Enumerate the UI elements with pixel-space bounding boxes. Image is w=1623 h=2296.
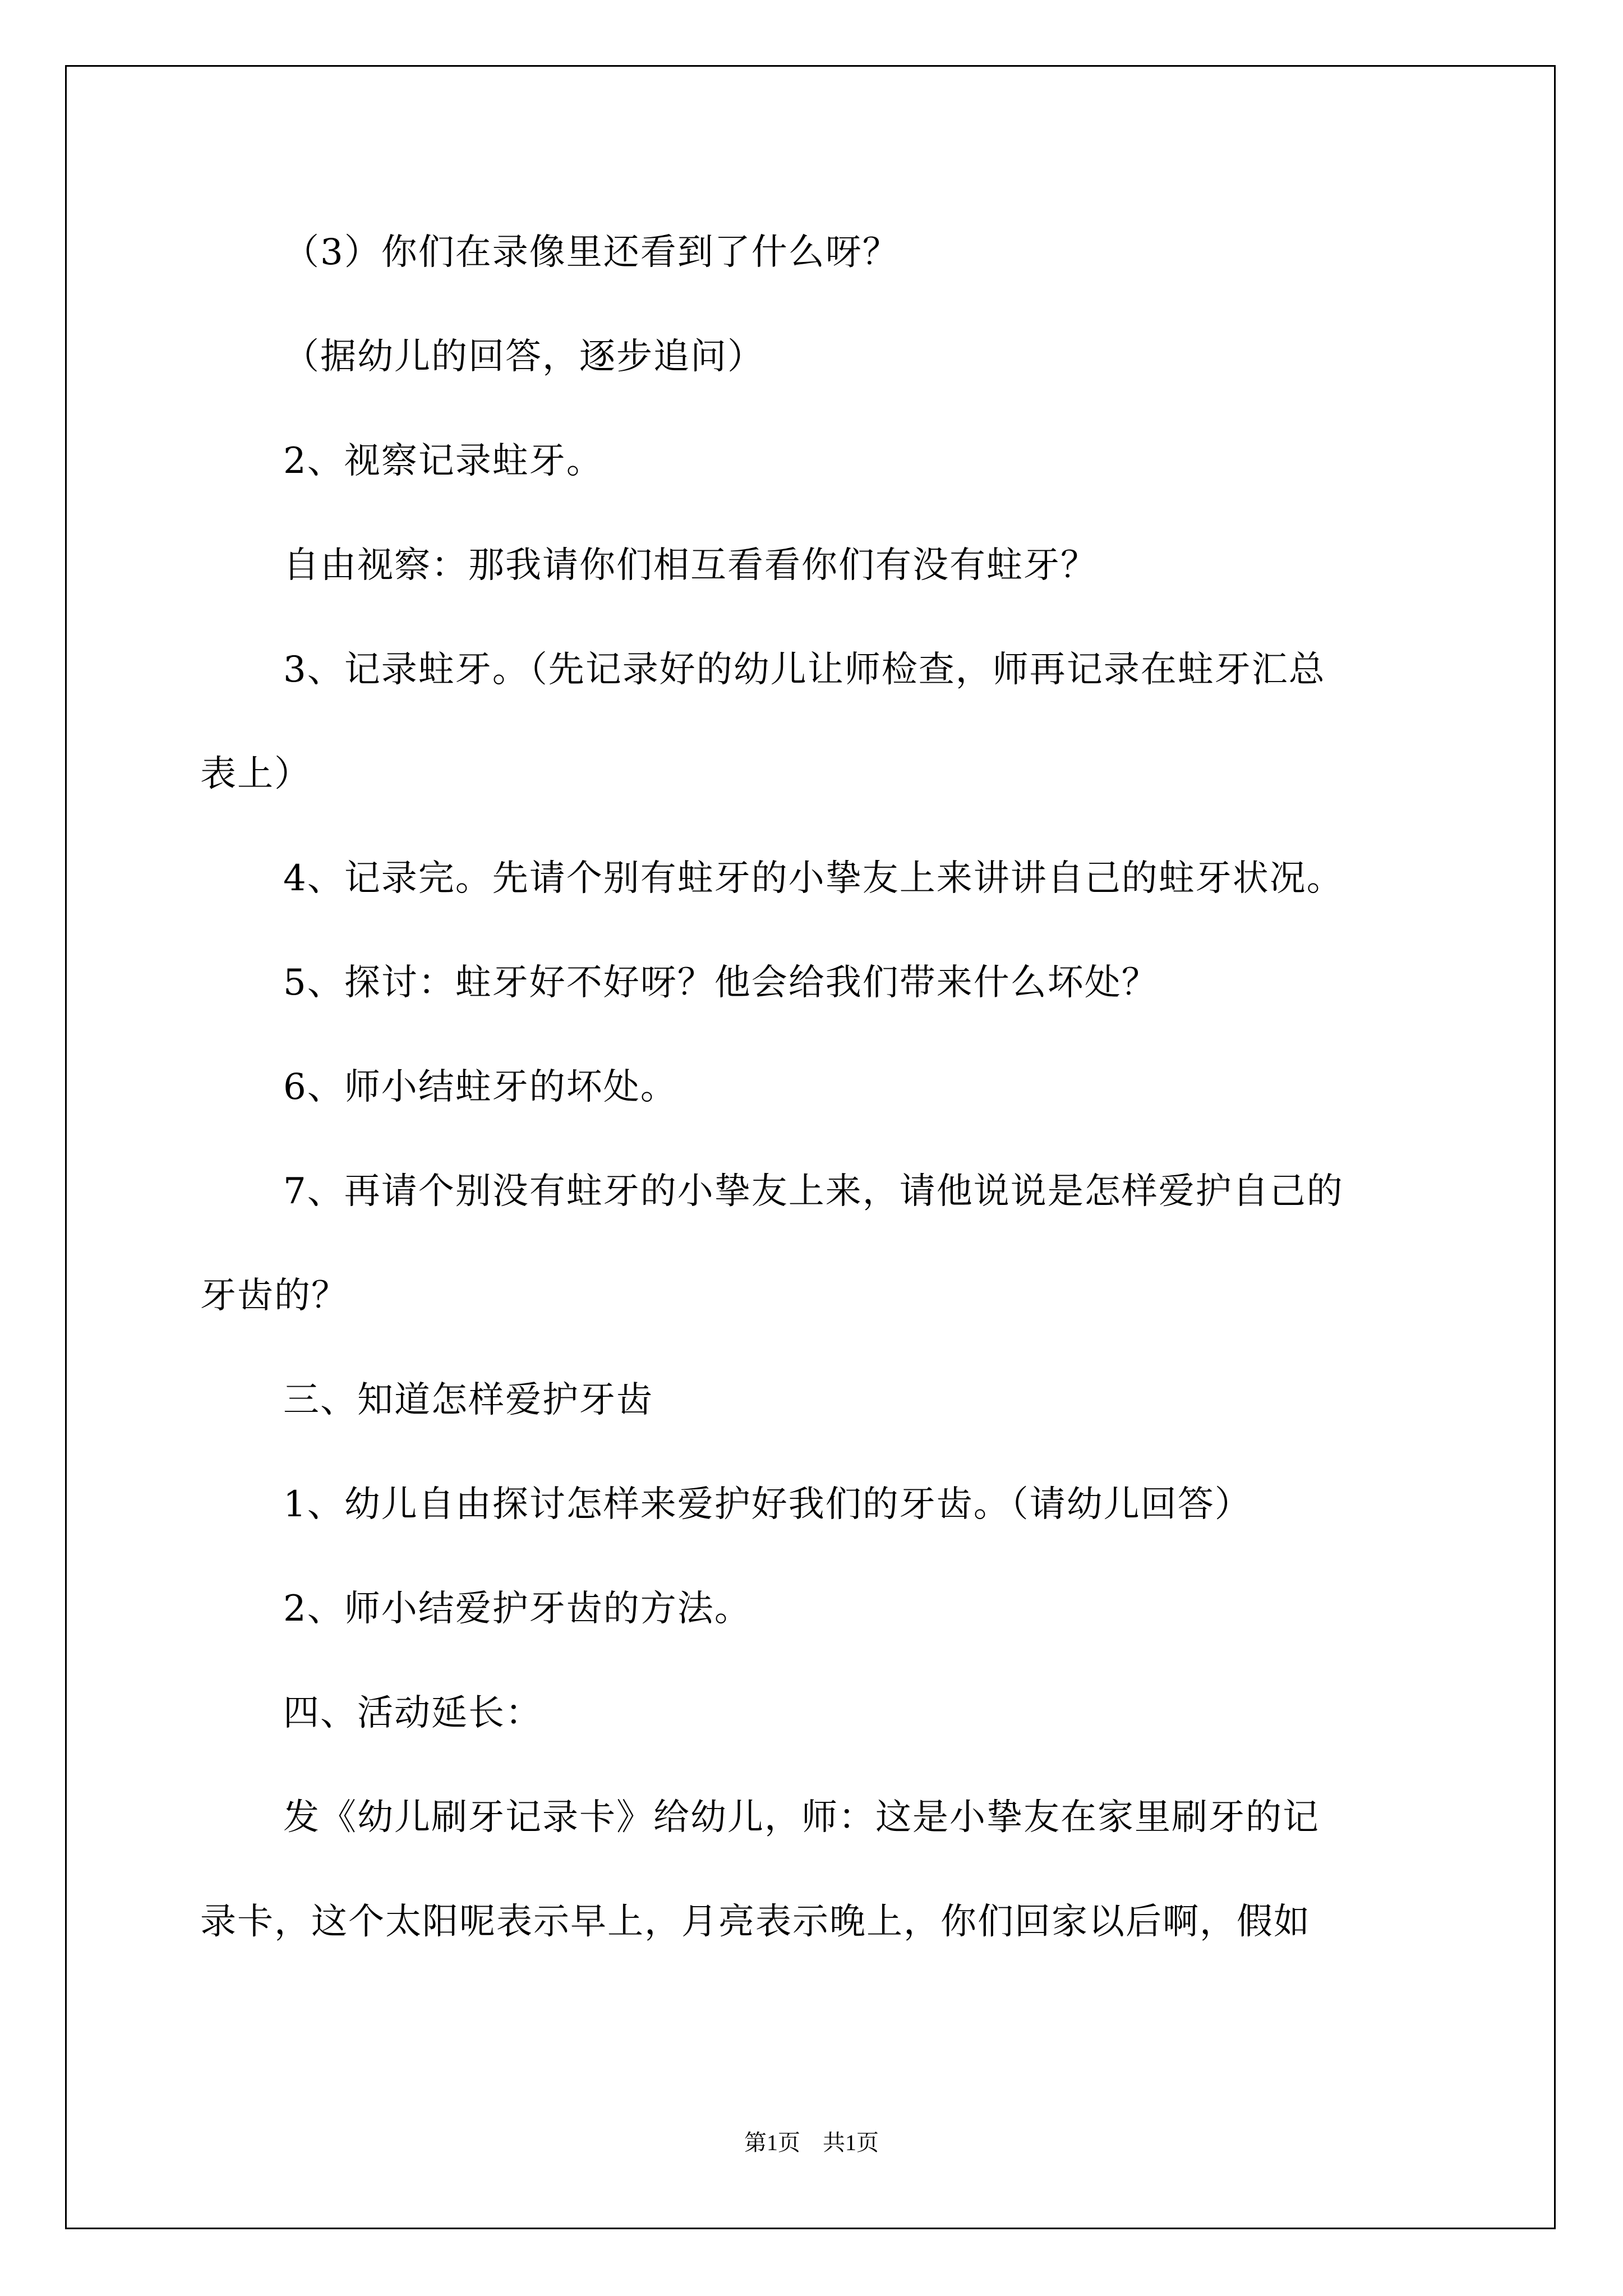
section-heading: 三、知道怎样爱护牙齿: [283, 1379, 653, 1421]
paragraph-line: 3、记录蛀牙。（先记录好的幼儿让师检查，师再记录在蛀牙汇总: [283, 649, 1326, 691]
paragraph-line: 4、记录完。先请个别有蛀牙的小挚友上来讲讲自己的蛀牙状况。: [283, 858, 1344, 899]
paragraph-line: 录卡，这个太阳呢表示早上，月亮表示晚上，你们回家以后啊，假如: [200, 1901, 1311, 1943]
paragraph-line: （据幼儿的回答，逐步追问）: [283, 336, 764, 378]
page-footer: 第1页 共1页: [744, 2130, 879, 2155]
paragraph-line: 发《幼儿刷牙记录卡》给幼儿，师：这是小挚友在家里刷牙的记: [283, 1797, 1320, 1838]
paragraph-line: 表上）: [200, 753, 311, 795]
section-heading: 四、活动延长：: [283, 1692, 542, 1734]
paragraph-line: 牙齿的？: [200, 1275, 348, 1317]
paragraph-line: 1、幼儿自由探讨怎样来爱护好我们的牙齿。（请幼儿回答）: [283, 1484, 1252, 1525]
paragraph-line: 2、师小结爱护牙齿的方法。: [283, 1588, 751, 1630]
paragraph-line: 2、视察记录蛀牙。: [283, 440, 603, 482]
paragraph-line: 自由视察：那我请你们相互看看你们有没有蛀牙？: [283, 545, 1098, 586]
paragraph-line: 6、师小结蛀牙的坏处。: [283, 1066, 677, 1108]
paragraph-line: 5、探讨：蛀牙好不好呀？他会给我们带来什么坏处？: [283, 962, 1159, 1004]
paragraph-line: （3）你们在录像里还看到了什么呀？: [283, 232, 900, 273]
paragraph-line: 7、再请个别没有蛀牙的小挚友上来，请他说说是怎样爱护自己的: [283, 1171, 1344, 1212]
